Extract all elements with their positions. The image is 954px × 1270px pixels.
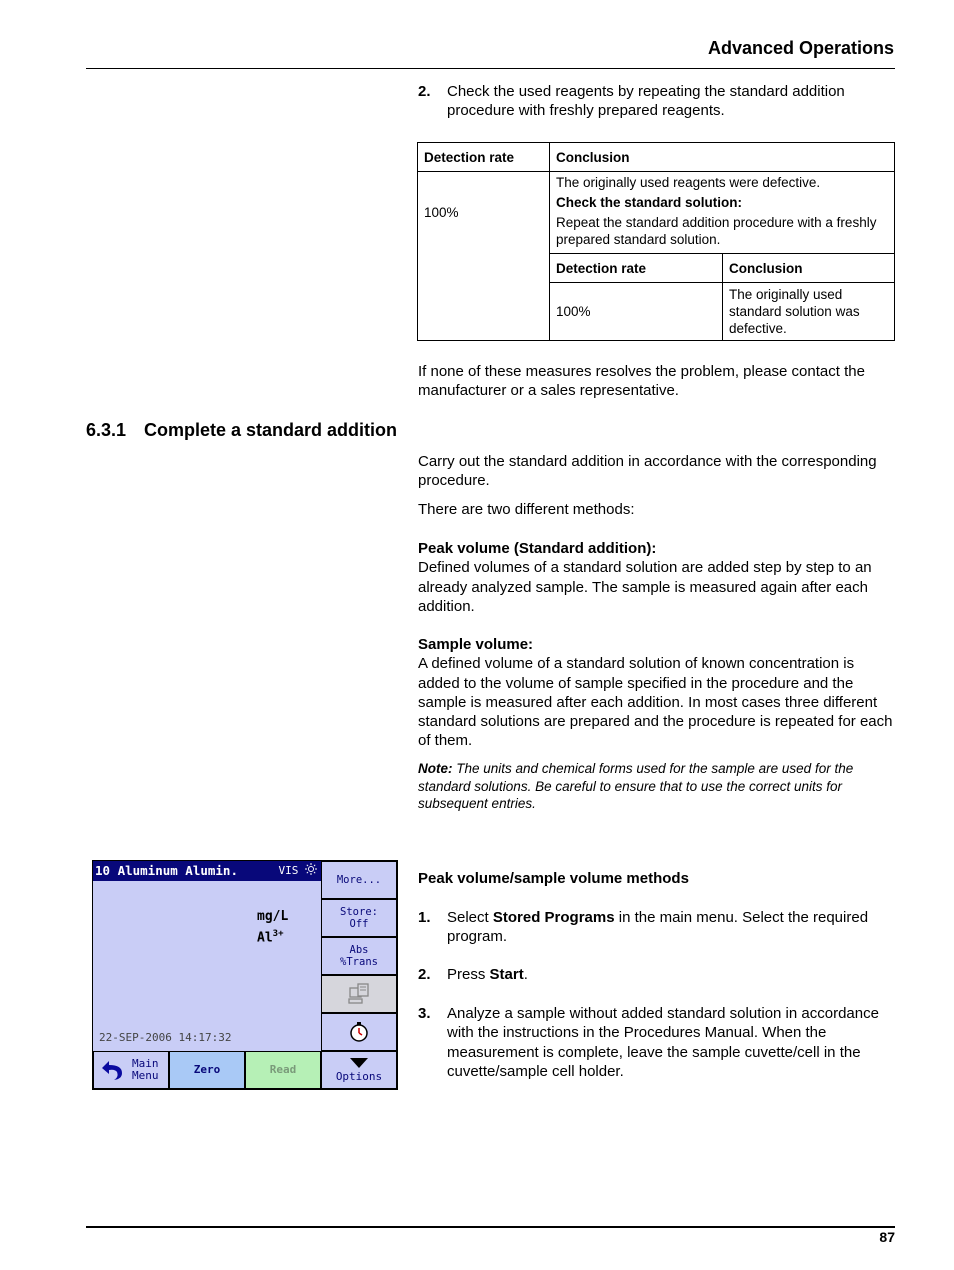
unit-label: mg/L	[257, 909, 289, 924]
step-number: 2.	[418, 83, 431, 100]
nested-cell-conclusion: The originally used standard solution was defective.	[723, 283, 895, 341]
sample-volume-heading: Sample volume:	[418, 636, 534, 653]
sample-volume-text: A defined volume of a standard solution of known concentration is added to the volume of sample specified in the procedure and the sample is measured after each addition. In most cases three different standard solutions are prepared and the procedure is repeated for each of them.	[418, 655, 893, 750]
conclusion-line: The originally used reagents were defective.	[556, 175, 821, 190]
zero-label: Zero	[193, 1063, 221, 1076]
chem-charge: 3+	[272, 929, 284, 939]
detection-rate-table	[417, 142, 895, 341]
main-menu-button[interactable]	[93, 1051, 169, 1089]
intro-paragraph: Carry out the standard addition in accordance with the corresponding procedure.	[418, 453, 877, 490]
lamp-icon	[305, 863, 317, 875]
sample-volume-block	[418, 635, 895, 751]
step-text-part: Press	[447, 966, 490, 983]
abs-label: Abs	[349, 944, 369, 956]
peak-volume-heading: Peak volume (Standard addition):	[418, 540, 657, 557]
nested-table-cell	[550, 254, 895, 341]
back-arrow-icon	[98, 1058, 126, 1082]
computer-icon	[347, 982, 371, 1006]
table-cell-rate: 100%	[418, 172, 550, 341]
contact-paragraph: If none of these measures resolves the problem, please contact the manufacturer or a sales representative.	[418, 363, 865, 400]
read-button[interactable]	[245, 1051, 321, 1089]
step-2-reagents	[418, 82, 895, 121]
step-text	[447, 908, 895, 947]
note-text: The units and chemical forms used for the sample are used for the standard solutions. Be careful to ensure that to use the correct units for subsequent entries.	[418, 761, 854, 811]
main-menu-line: Menu	[132, 1069, 159, 1082]
more-button[interactable]	[321, 861, 397, 899]
data-transfer-button[interactable]	[321, 975, 397, 1013]
chemical-form	[257, 929, 284, 945]
zero-button[interactable]	[169, 1051, 245, 1089]
store-button[interactable]	[321, 899, 397, 937]
chem-symbol: Al	[257, 930, 273, 946]
nested-detection-table	[550, 254, 894, 340]
nested-header-detection-rate: Detection rate	[550, 254, 723, 283]
step-text-bold: Start	[489, 966, 524, 983]
step-text: Analyze a sample without added standard solution in accordance with the instructions in the Procedures Manual. When the measurement is complete, leave the sample cuvette/cell in the cuvette/sample cell holder.	[447, 1005, 879, 1080]
nested-header-conclusion: Conclusion	[723, 254, 895, 283]
program-title: 10 Aluminum Alumin.	[95, 863, 238, 878]
header-rule	[86, 68, 895, 69]
step-text	[447, 965, 895, 984]
methods-intro: There are two different methods:	[418, 501, 635, 518]
vis-label: VIS	[278, 864, 299, 877]
table-cell-conclusion	[550, 172, 895, 254]
section-number: 6.3.1	[86, 420, 127, 440]
store-value: Off	[349, 918, 369, 930]
trans-label: %Trans	[340, 956, 378, 968]
table-header-conclusion: Conclusion	[550, 143, 895, 172]
step-text-bold: Stored Programs	[492, 909, 615, 926]
more-label: More...	[336, 874, 382, 886]
peak-volume-text: Defined volumes of a standard solution are added step by step to an already analyzed sample. The sample is measured again after each addition.	[418, 559, 872, 615]
section-heading	[86, 420, 397, 441]
note-label: Note:	[418, 761, 453, 776]
timer-button[interactable]	[321, 1013, 397, 1051]
method-step-2	[418, 965, 895, 984]
store-label: Store:	[340, 906, 378, 918]
options-label: Options	[335, 1069, 383, 1083]
step-text-part: Select	[447, 909, 493, 926]
step-number: 3.	[418, 1005, 431, 1022]
date-time: 22-SEP-2006 14:17:32	[99, 1031, 232, 1044]
chevron-down-icon	[350, 1058, 368, 1068]
footer-rule	[86, 1226, 895, 1228]
running-header: Advanced Operations	[707, 38, 894, 58]
nested-cell-rate: 100%	[550, 283, 723, 341]
note	[418, 760, 895, 813]
method-step-3	[418, 1004, 895, 1081]
instrument-screen	[92, 860, 398, 1090]
main-menu-line: Main	[132, 1057, 159, 1070]
abs-trans-button[interactable]	[321, 937, 397, 975]
reading-area	[93, 881, 321, 1051]
conclusion-bold-line: Check the standard solution:	[556, 195, 743, 210]
step-text-part: .	[523, 966, 528, 983]
step-number: 1.	[418, 909, 431, 926]
main-menu-label	[132, 1058, 159, 1082]
step-text: Check the used reagents by repeating the standard addition procedure with freshly prepared reagents.	[447, 83, 845, 120]
methods-heading: Peak volume/sample volume methods	[418, 870, 689, 887]
page-number: 87	[879, 1229, 895, 1245]
peak-volume-block	[418, 539, 895, 616]
method-step-1	[418, 908, 895, 947]
section-title: Complete a standard addition	[144, 420, 398, 440]
conclusion-line: Repeat the standard addition procedure with a freshly prepared standard solution.	[556, 215, 877, 247]
step-number: 2.	[418, 966, 431, 983]
timer-icon	[348, 1021, 370, 1043]
read-label: Read	[269, 1063, 297, 1076]
lamp-status	[279, 861, 318, 881]
screen-title-bar	[93, 861, 321, 881]
table-header-detection-rate: Detection rate	[418, 143, 550, 172]
options-button[interactable]	[321, 1051, 397, 1089]
step-text-part: in the main menu. Select the required program.	[447, 909, 869, 946]
